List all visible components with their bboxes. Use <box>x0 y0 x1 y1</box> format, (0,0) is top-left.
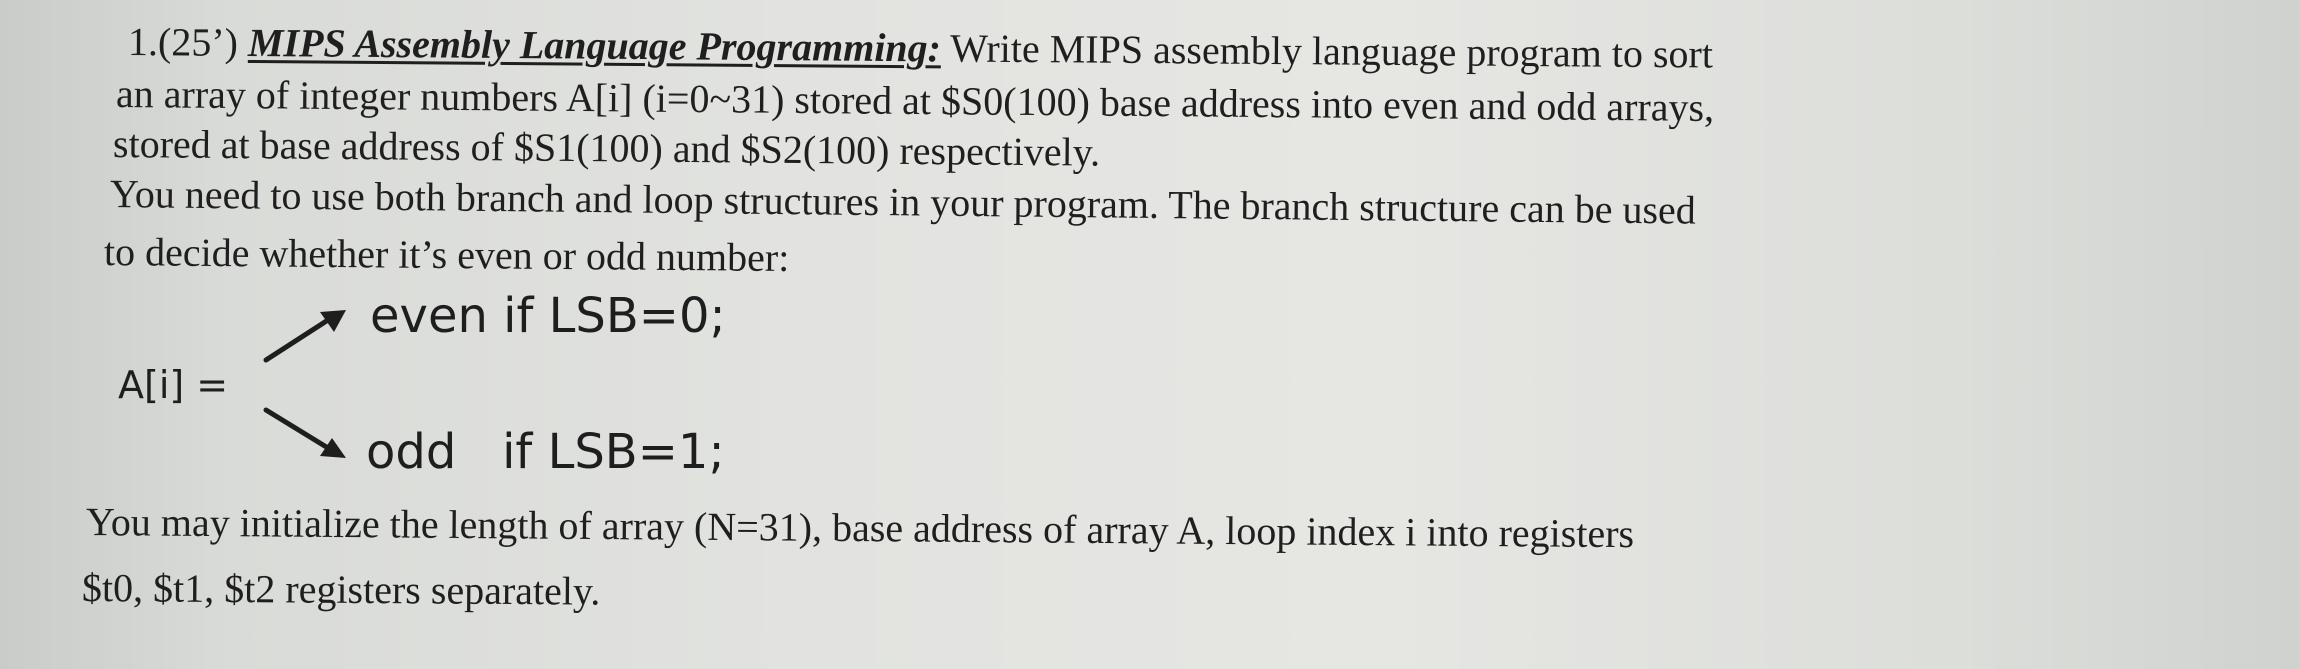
question-intro-line-2: an array of integer numbers A[i] (i=0~31) stored at $S0(100) base address into even and odd arrays, <box>115 71 1715 130</box>
question-number: 1.(25’) <box>127 19 239 65</box>
instruction-line-2: to decide whether it’s even or odd number: <box>103 229 790 280</box>
question-intro-line-3: stored at base address of $S1(100) and $S2(100) respectively. <box>112 121 1101 175</box>
footer-line-1: You may initialize the length of array (N=31), base address of array A, loop index i into registers <box>85 499 1635 557</box>
instruction-line-1: You need to use both branch and loop structures in your program. The branch structure can be used <box>109 171 1697 233</box>
question-title: MIPS Assembly Language Programming: <box>247 19 942 71</box>
down-right-arrow-icon <box>262 404 352 464</box>
question-heading-line <box>127 19 1714 77</box>
question-intro-first-line: Write MIPS assembly language program to sort <box>950 25 1714 77</box>
even-branch-label: even if LSB=0; <box>370 288 726 344</box>
footer-line-2: $t0, $t1, $t2 registers separately. <box>81 565 601 614</box>
array-element-label: A[i] = <box>118 363 229 407</box>
up-right-arrow-icon <box>262 306 352 366</box>
odd-branch-label: odd if LSB=1; <box>366 424 725 480</box>
